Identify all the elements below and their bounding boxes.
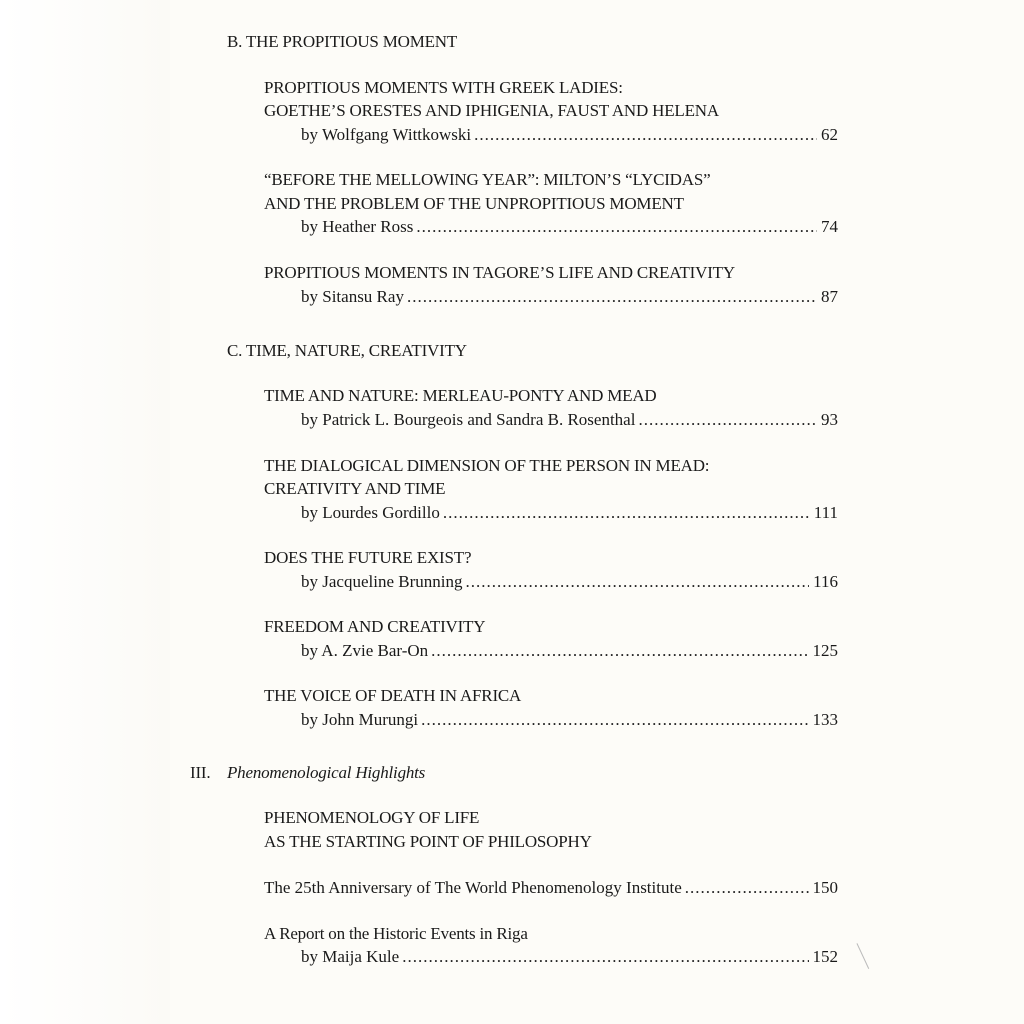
entry-title-line: [264, 877, 838, 899]
section-numeral-iii: III.: [190, 763, 211, 782]
leader-dots: [443, 502, 810, 524]
entry-title-line: TIME AND NATURE: MERLEAU-PONTY AND MEAD: [264, 386, 657, 405]
paper-scratch: [844, 943, 869, 975]
entry-page-number: 152: [812, 947, 838, 966]
entry-page-number: 133: [812, 710, 838, 729]
entry-author-line: [301, 640, 838, 662]
leader-dots: [638, 409, 817, 431]
section-heading-b: B. THE PROPITIOUS MOMENT: [227, 32, 458, 51]
entry-page-number: 93: [821, 410, 838, 429]
leader-dots: [465, 571, 809, 593]
entry-page-number: 111: [813, 503, 838, 522]
entry-page-number: 116: [813, 572, 838, 591]
entry-title-line: PHENOMENOLOGY OF LIFE: [264, 808, 480, 827]
entry-author: by A. Zvie Bar-On: [301, 641, 429, 660]
page-margin: [0, 0, 170, 1024]
entry-title-line: PROPITIOUS MOMENTS WITH GREEK LADIES:: [264, 78, 623, 97]
entry-title-line: THE DIALOGICAL DIMENSION OF THE PERSON IN MEAD:: [264, 456, 710, 475]
entry-page-number: 74: [821, 217, 838, 236]
entry-title-line: AND THE PROBLEM OF THE UNPROPITIOUS MOMENT: [264, 194, 684, 213]
entry-title-line: GOETHE’S ORESTES AND IPHIGENIA, FAUST AND HELENA: [264, 101, 719, 120]
entry-author: by Wolfgang Wittkowski: [301, 125, 472, 144]
entry-author-line: [301, 216, 838, 238]
entry-title-line: FREEDOM AND CREATIVITY: [264, 617, 486, 636]
entry-title-line: DOES THE FUTURE EXIST?: [264, 548, 472, 567]
entry-page-number: 125: [812, 641, 838, 660]
entry-title: The 25th Anniversary of The World Phenomenology Institute: [264, 878, 682, 897]
entry-author: by Patrick L. Bourgeois and Sandra B. Rosenthal: [301, 410, 636, 429]
entry-title-line: CREATIVITY AND TIME: [264, 479, 446, 498]
entry-title-line: AS THE STARTING POINT OF PHILOSOPHY: [264, 832, 592, 851]
entry-author-line: [301, 709, 838, 731]
entry-page-number: 150: [812, 878, 838, 897]
entry-page-number: 87: [821, 287, 838, 306]
leader-dots: [402, 946, 808, 968]
entry-title-line: THE VOICE OF DEATH IN AFRICA: [264, 686, 522, 705]
entry-author-line: [301, 946, 838, 968]
entry-author-line: [301, 571, 838, 593]
entry-author-line: [301, 502, 838, 524]
entry-author: by Maija Kule: [301, 947, 400, 966]
leader-dots: [421, 709, 808, 731]
section-heading-iii: Phenomenological Highlights: [227, 763, 426, 782]
entry-title-line: “BEFORE THE MELLOWING YEAR”: MILTON’S “LYCIDAS”: [264, 170, 711, 189]
leader-dots: [416, 216, 817, 238]
section-heading-c: C. TIME, NATURE, CREATIVITY: [227, 341, 467, 360]
entry-author: by John Murungi: [301, 710, 419, 729]
leader-dots: [431, 640, 808, 662]
entry-title-line: A Report on the Historic Events in Riga: [264, 924, 528, 943]
entry-author: by Sitansu Ray: [301, 287, 404, 306]
entry-author-line: [301, 286, 838, 308]
entry-author-line: [301, 409, 838, 431]
entry-title-line: PROPITIOUS MOMENTS IN TAGORE’S LIFE AND CREATIVITY: [264, 263, 735, 282]
entry-author: by Lourdes Gordillo: [301, 503, 440, 522]
entry-author: by Jacqueline Brunning: [301, 572, 463, 591]
leader-dots: [685, 877, 809, 899]
entry-page-number: 62: [821, 125, 838, 144]
leader-dots: [474, 124, 817, 146]
leader-dots: [407, 286, 817, 308]
entry-author: by Heather Ross: [301, 217, 414, 236]
entry-author-line: [301, 124, 838, 146]
